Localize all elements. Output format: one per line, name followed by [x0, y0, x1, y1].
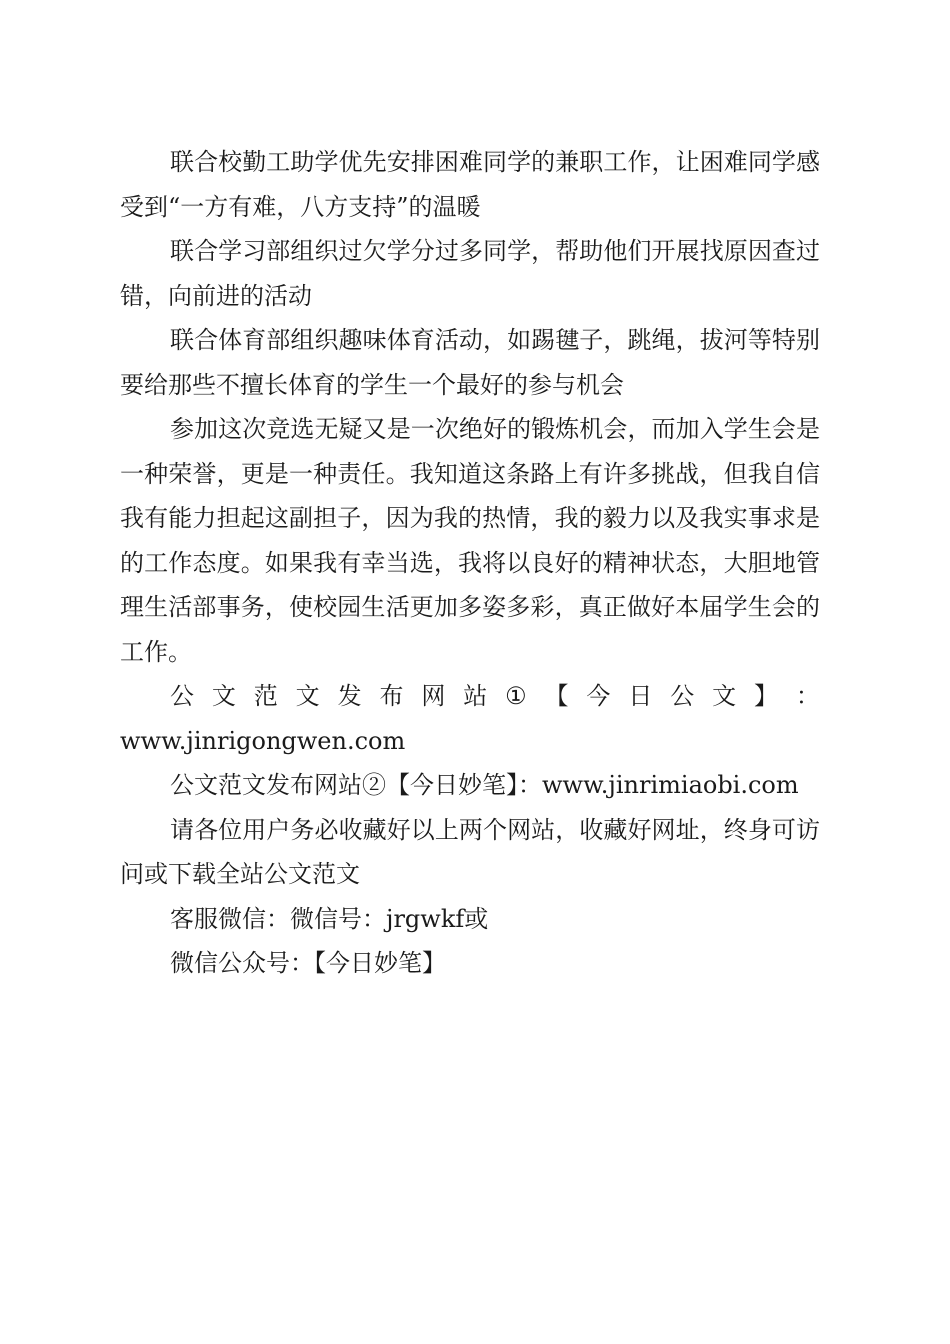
paragraph-sports-department: 联合体育部组织趣味体育活动，如踢毽子，跳绳，拔河等特别要给那些不擅长体育的学生一个最好的参与机会 [120, 326, 820, 399]
paragraph-work-study: 联合校勤工助学优先安排困难同学的兼职工作，让困难同学感受到“一方有难，八方支持”的温暖 [120, 148, 820, 221]
site1-label-char: 公 [670, 682, 695, 710]
wechat-service-line: 客服微信：微信号：jrgwkf或 [170, 904, 489, 933]
paragraph-study-department: 联合学习部组织过欠学分过多同学，帮助他们开展找原因查过错，向前进的活动 [120, 237, 820, 310]
site1-label-char: 文 [211, 682, 236, 710]
notice-paragraph: 请各位用户务必收藏好以上两个网站，收藏好网址，终身可访问或下载全站公文范文 [120, 815, 820, 888]
wechat-official-line: 微信公众号：【今日妙笔】 [170, 949, 446, 977]
document-body [120, 140, 820, 986]
site1-label-char: 发 [337, 682, 362, 710]
site1-block [120, 674, 820, 763]
site1-label-char: 日 [628, 682, 653, 710]
site1-label-char: 网 [421, 682, 446, 710]
site1-url: www.jinrigongwen.com [120, 726, 406, 755]
site1-label-char: 文 [712, 682, 737, 710]
site1-label-char: 公 [170, 682, 194, 710]
site1-label-char: 今 [586, 682, 611, 710]
site1-label-char: 范 [253, 682, 278, 710]
site1-label-char: 站 [463, 682, 488, 710]
site1-label-char: 】 [753, 682, 778, 710]
site1-label [120, 674, 820, 719]
site1-label-char: 文 [295, 682, 320, 710]
paragraph-election-statement: 参加这次竞选无疑又是一次绝好的锻炼机会，而加入学生会是一种荣誉，更是一种责任。我知道这条路上有许多挑战，但我自信我有能力担起这副担子，因为我的热情，我的毅力以及我实事求是的工作态度。如果我有幸当选，我将以良好的精神状态，大胆地管理生活部事务，使校园生活更加多姿多彩，真正做好本届学生会的工作。 [120, 415, 820, 666]
site1-label-char: 布 [379, 682, 404, 710]
site1-label-char: ： [795, 682, 820, 710]
site1-label-char: 【 [544, 682, 569, 710]
site1-label-char: ① [505, 682, 527, 710]
site2-line: 公文范文发布网站②【今日妙笔】：www.jinrimiaobi.com [170, 771, 799, 799]
